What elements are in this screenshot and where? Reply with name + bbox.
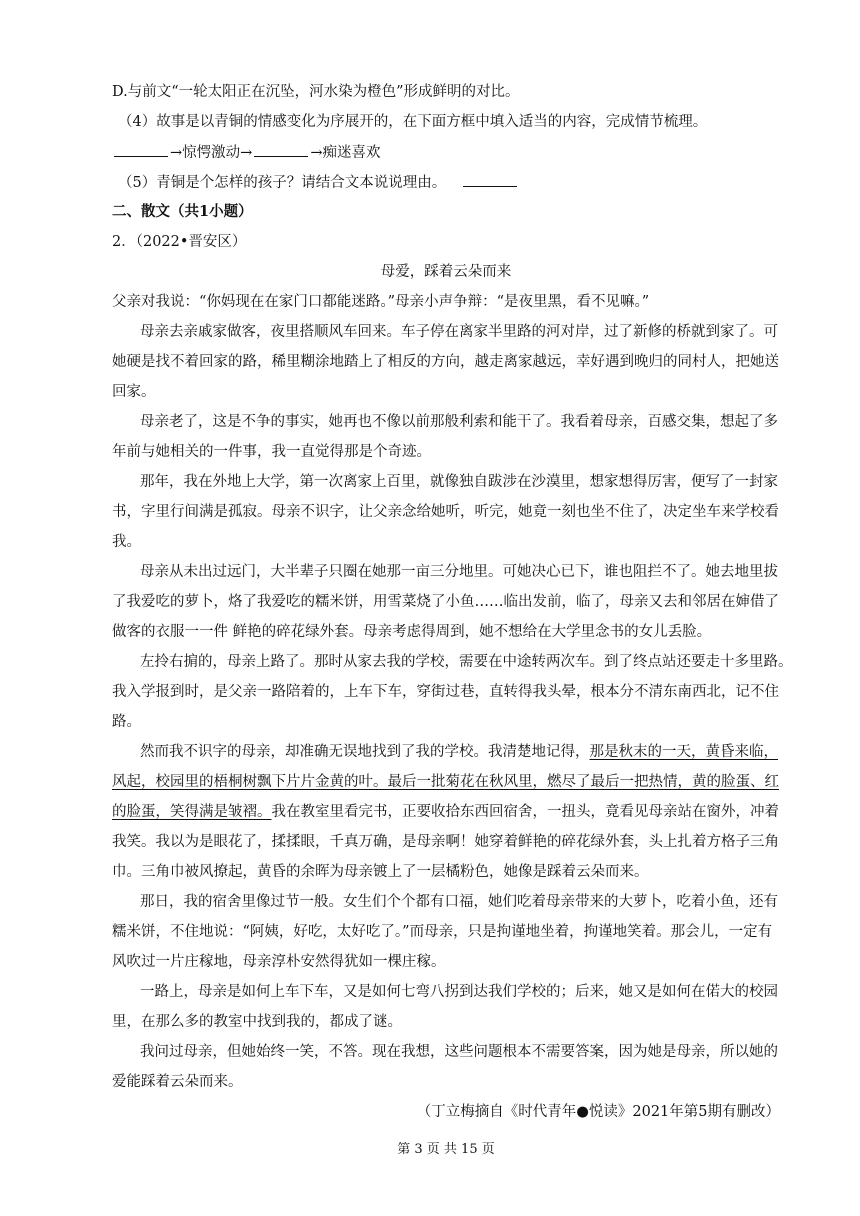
source-citation: （丁立梅摘自《时代青年●悦读》2021年第5期有删改） (416, 1104, 780, 1120)
page-number: 第 3 页 共 15 页 (397, 1142, 495, 1157)
paragraph-5-line-2: 了我爱吃的萝卜，烙了我爱吃的糯米饼，用雪菜烧了小鱼……临出发前，临了，母亲又去和邻居在婶借了 (112, 594, 779, 610)
essay-title: 母爱，踩着云朵而来 (380, 264, 512, 280)
paragraph-8-line-1: 那日，我的宿舍里像过节一般。女生们个个都有口福，她们吃着母亲带来的大萝卜，吃着小鱼，还有 (140, 894, 778, 910)
answer-blank-1[interactable] (114, 142, 168, 157)
paragraph-3-line-2: 年前与她相关的一件事，我一直觉得那是个奇迹。 (112, 444, 431, 460)
answer-blank-3[interactable] (463, 172, 517, 187)
paragraph-6-line-2: 我入学报到时，是父亲一路陪着的，上车下车，穿街过巷，直转得我头晕，根本分不清东南西北，记不住 (112, 684, 779, 700)
paragraph-7-line-4: 我笑。我以为是眼花了，揉揉眼，千真万确，是母亲啊！她穿着鲜艳的碎花绿外套，头上扎着方格子三角 (112, 834, 779, 850)
paragraph-7-line-1 (140, 742, 808, 762)
paragraph-5-line-1: 母亲从未出过远门，大半辈子只圈在她那一亩三分地里。可她决心已下，谁也阻拦不了。她去地里拔 (140, 564, 778, 580)
paragraph-2-line-1: 母亲去亲戚家做客，夜里搭顺风车回来。车子停在离家半里路的河对岸，过了新修的桥就到家了。可 (140, 324, 778, 340)
option-d: D.与前文“一轮太阳正在沉坠，河水染为橙色”形成鲜明的对比。 (112, 84, 520, 100)
paragraph-7-line-3 (112, 802, 780, 822)
paragraph-8-line-3: 风吹过一片庄稼地，母亲淳朴安然得犹如一棵庄稼。 (112, 954, 446, 970)
section-heading: 二、散文（共1小题） (112, 203, 253, 220)
paragraph-7-line-5: 巾。三角巾被风撩起，黄昏的余晖为母亲镀上了一层橘粉色，她像是踩着云朵而来。 (112, 864, 649, 880)
paragraph-9-line-1: 一路上，母亲是如何上车下车，又是如何七弯八拐到达我们学校的；后来，她又是如何在偌大的校园 (140, 984, 778, 1000)
question-2-header: 2．（2022•晋安区） (112, 234, 247, 250)
paragraph-3-line-1: 母亲老了，这是不争的事实，她再也不像以前那般利索和能干了。我看着母亲，百感交集，想起了多 (140, 414, 778, 430)
paragraph-10-line-1: 我问过母亲，但她始终一笑，不答。现在我想，这些问题根本不需要答案，因为她是母亲，所以她的 (140, 1044, 778, 1060)
paragraph-8-line-2: 糯米饼，不住地说：“阿姨，好吃，太好吃了。”而母亲，只是拘谨地坐着，拘谨地笑着。那会儿，一定有 (112, 924, 773, 940)
paragraph-6-line-3: 路。 (112, 714, 141, 730)
paragraph-2-line-3: 回家。 (112, 384, 156, 400)
question-5 (118, 172, 786, 193)
paragraph-7-text-cont: 我在教室里看完书，正要收拾东西回宿舍，一扭头，竟看见母亲站在窗外，冲着 (271, 804, 779, 820)
plot-step-2: →惊愕激动→ (170, 145, 253, 161)
question-4: （4）故事是以青铜的情感变化为序展开的，在下面方框中填入适当的内容，完成情节梳理。 (118, 114, 708, 130)
paragraph-5-line-3: 做客的衣服一一件 鲜艳的碎花绿外套。母亲考虑得周到，她不想给在大学里念书的女儿丢脸。 (112, 624, 712, 640)
paragraph-2-line-2: 她硬是找不着回家的路，稀里糊涂地踏上了相反的方向，越走离家越远，幸好遇到晚归的同村人，把她送 (112, 354, 779, 370)
underlined-sentence-part-2: 风起，校园里的梧桐树飘下片片金黄的叶。最后一批菊花在秋风里，燃尽了最后一把热情，黄的脸蛋、红 (112, 774, 779, 790)
paragraph-4-line-1: 那年，我在外地上大学，第一次离家上百里，就像独自跋涉在沙漠里，想家想得厉害，便写了一封家 (140, 474, 778, 490)
plot-step-3: →痴迷喜欢 (310, 145, 381, 161)
question-5-text: （5）青铜是个怎样的孩子？请结合文本说说理由。 (118, 175, 447, 191)
answer-blank-2[interactable] (254, 142, 308, 157)
paragraph-1: 父亲对我说：“你妈现在在家门口都能迷路。”母亲小声争辩：“是夜里黑，看不见嘛。” (112, 294, 650, 310)
paragraph-9-line-2: 里，在那么多的教室中找到我的，都成了谜。 (112, 1014, 402, 1030)
paragraph-4-line-3: 我。 (112, 534, 141, 550)
plot-outline (112, 142, 780, 163)
paragraph-7-text: 然而我不识字的母亲，却准确无误地找到了我的学校。我清楚地记得， (140, 744, 590, 760)
underlined-sentence-part-1: 那是秋末的一天，黄昏来临， (589, 744, 778, 760)
underlined-sentence-part-3: 的脸蛋，笑得满是皱褶。 (112, 804, 272, 820)
paragraph-4-line-2: 书，字里行间满是孤寂。母亲不识字，让父亲念给她听，听完，她竟一刻也坐不住了，决定坐车来学校看 (112, 504, 779, 520)
paragraph-10-line-2: 爱能踩着云朵而来。 (112, 1074, 243, 1090)
paragraph-6-line-1: 左拎右掮的，母亲上路了。那时从家去我的学校，需要在中途转两次车。到了终点站还要走十多里路。 (140, 654, 793, 670)
